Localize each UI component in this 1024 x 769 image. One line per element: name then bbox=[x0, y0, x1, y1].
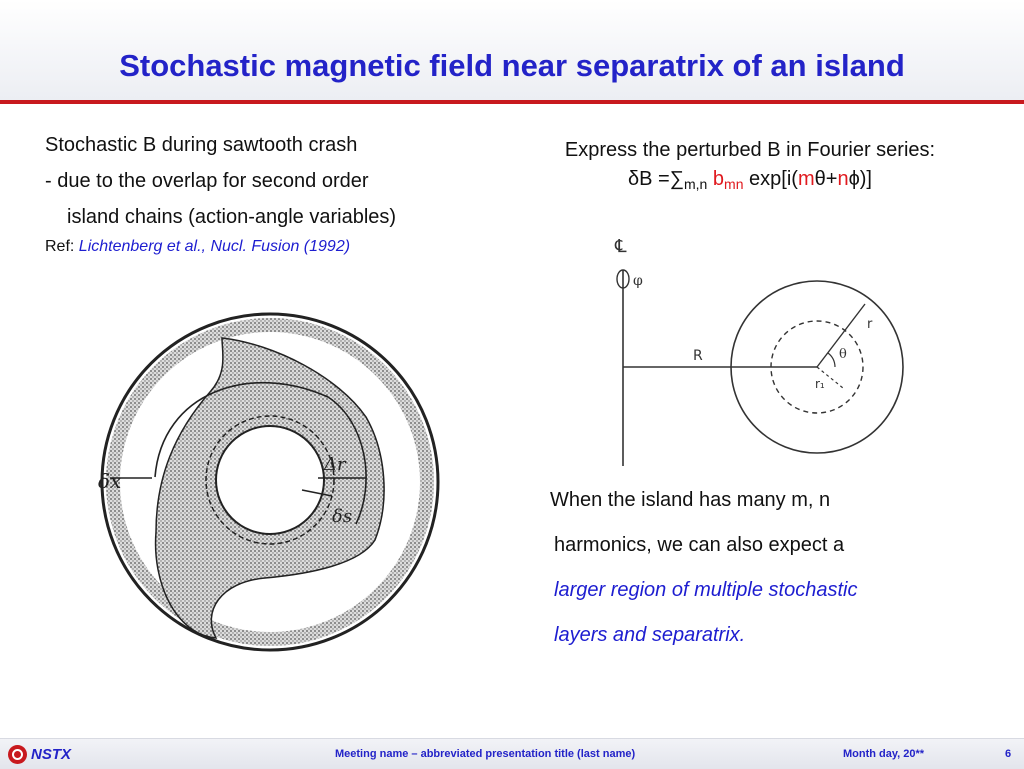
title-divider bbox=[0, 100, 1024, 104]
phi-symbol: φ bbox=[633, 273, 643, 289]
slide-title: Stochastic magnetic field near separatrix of an island bbox=[119, 48, 905, 83]
formula-b-sub: mn bbox=[724, 176, 744, 192]
theta-arc bbox=[828, 353, 835, 367]
footer-bar bbox=[0, 738, 1024, 769]
label-dx: δx bbox=[98, 469, 122, 493]
body-line-3: larger region of multiple stochastic bbox=[554, 579, 858, 601]
body-line-1: When the island has many m, n bbox=[550, 489, 831, 511]
right-body-text bbox=[550, 478, 857, 658]
r1-label: r₁ bbox=[815, 377, 825, 391]
left-text-block bbox=[45, 127, 396, 257]
left-line-3: island chains (action-angle variables) bbox=[67, 206, 397, 228]
nstx-logo-icon bbox=[8, 745, 27, 764]
body-line-4: layers and separatrix. bbox=[554, 624, 746, 646]
formula-sum-sub: m,n bbox=[684, 176, 708, 192]
formula-exp: exp[i( bbox=[743, 168, 798, 190]
page-number: 6 bbox=[1005, 748, 1012, 760]
right-heading: Express the perturbed B in Fourier series: bbox=[564, 139, 936, 161]
formula-n: n bbox=[837, 168, 849, 190]
ref-label: Ref: bbox=[45, 238, 75, 255]
left-line-2: - due to the overlap for second order bbox=[45, 170, 369, 192]
axis-symbol: ℄ bbox=[615, 236, 627, 257]
label-dr: Δr bbox=[324, 454, 346, 475]
toroidal-geometry-figure bbox=[595, 230, 873, 470]
right-heading-block bbox=[500, 136, 1000, 199]
fourier-formula bbox=[500, 165, 1000, 199]
body-line-2: harmonics, we can also expect a bbox=[554, 534, 845, 556]
formula-m: m bbox=[797, 168, 815, 190]
formula-b: b bbox=[712, 168, 725, 190]
reference bbox=[45, 237, 396, 257]
R-label: R bbox=[693, 348, 703, 364]
left-line-1: Stochastic B during sawtooth crash bbox=[45, 134, 358, 156]
formula-theta: θ+ bbox=[814, 168, 838, 190]
inner-core bbox=[216, 426, 324, 534]
theta-label: θ bbox=[839, 347, 847, 362]
label-ds: δs bbox=[332, 506, 353, 527]
meeting-name: Meeting name – abbreviated presentation title (last name) bbox=[335, 748, 636, 760]
logo-text: NSTX bbox=[31, 746, 72, 763]
ref-citation: Lichtenberg et al., Nucl. Fusion (1992) bbox=[78, 238, 351, 255]
formula-delta-b: δB = bbox=[628, 168, 670, 190]
footer-date: Month day, 20** bbox=[843, 748, 925, 760]
formula-sum: ∑ bbox=[669, 168, 684, 190]
stochastic-island-figure bbox=[70, 282, 490, 702]
r-label: r bbox=[867, 317, 873, 332]
formula-phi: ϕ)] bbox=[848, 168, 872, 190]
